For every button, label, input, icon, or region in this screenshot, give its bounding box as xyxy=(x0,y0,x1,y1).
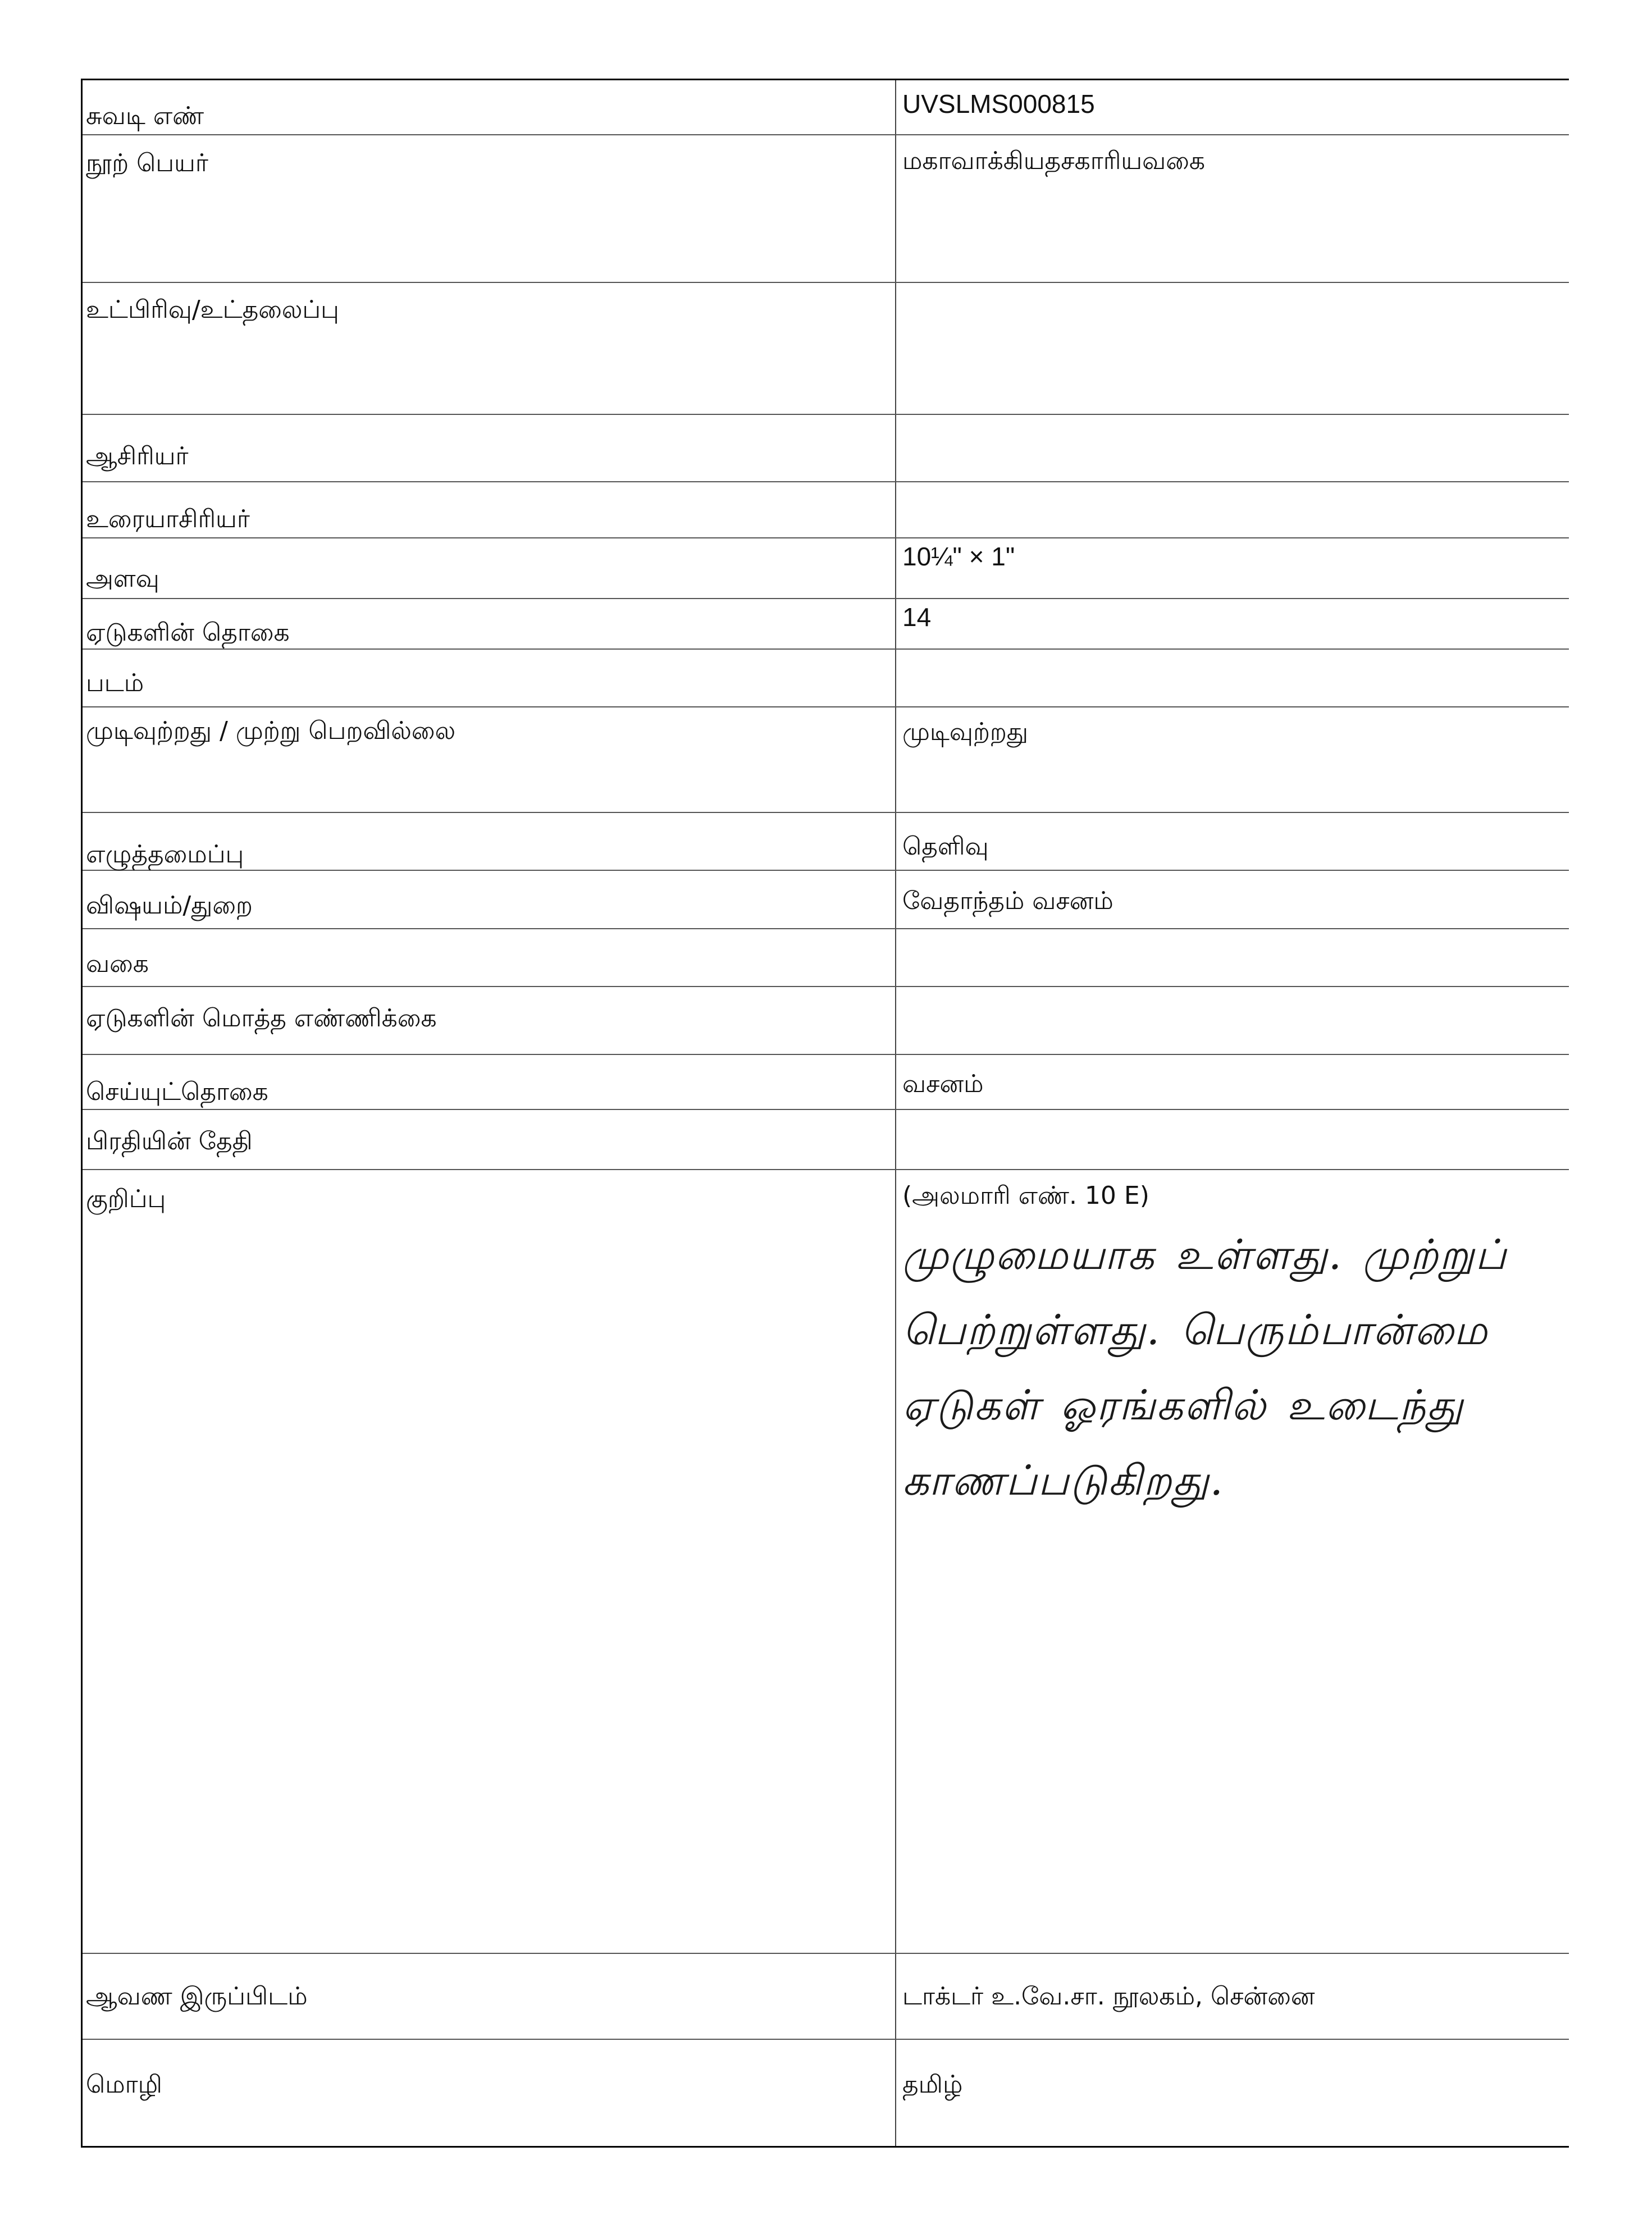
row-remarks xyxy=(83,1170,1569,1954)
label-illustration: படம் xyxy=(86,669,144,697)
label-language: மொழி xyxy=(86,2070,162,2099)
label-subject: விஷயம்/துறை xyxy=(86,891,253,920)
value-shelf-number: (அலமாரி எண். 10 E) xyxy=(902,1181,1149,1210)
value-manuscript-number: UVSLMS000815 xyxy=(902,89,1095,118)
row-book-title xyxy=(83,135,1569,283)
label-author: ஆசிரியர் xyxy=(86,442,189,471)
label-subdivision: உட்பிரிவு/உட்தலைப்பு xyxy=(86,295,339,324)
row-total-leaves xyxy=(83,987,1569,1055)
value-script-quality: தெளிவு xyxy=(902,832,989,861)
label-book-title: நூற் பெயர் xyxy=(86,149,208,177)
manuscript-record-table xyxy=(81,79,1569,2148)
row-script-quality xyxy=(83,813,1569,871)
row-size xyxy=(83,538,1569,599)
label-leaf-count: ஏடுகளின் தொகை xyxy=(86,618,290,647)
row-completion-status xyxy=(83,707,1569,813)
value-subject: வேதாந்தம் வசனம் xyxy=(902,887,1113,915)
row-verse-count xyxy=(83,1055,1569,1110)
row-commentator xyxy=(83,482,1569,538)
row-illustration xyxy=(83,650,1569,707)
row-type xyxy=(83,929,1569,987)
label-verse-count: செய்யுட்தொகை xyxy=(86,1077,268,1106)
label-size: அளவு xyxy=(86,564,159,593)
label-commentator: உரையாசிரியர் xyxy=(86,505,250,533)
value-language: தமிழ் xyxy=(902,2070,963,2099)
label-script-quality: எழுத்தமைப்பு xyxy=(86,840,244,869)
row-language xyxy=(83,2040,1569,2148)
label-repository: ஆவண இருப்பிடம் xyxy=(86,1982,308,2011)
row-manuscript-number xyxy=(83,80,1569,135)
label-total-leaves: ஏடுகளின் மொத்த எண்ணிக்கை xyxy=(86,1004,437,1033)
value-verse-count: வசனம் xyxy=(902,1070,984,1098)
label-type: வகை xyxy=(86,949,149,978)
row-author xyxy=(83,415,1569,482)
label-copy-date: பிரதியின் தேதி xyxy=(86,1127,253,1156)
row-repository xyxy=(83,1954,1569,2040)
row-subject xyxy=(83,871,1569,929)
value-completion-status: முடிவுற்றது xyxy=(902,718,1029,746)
label-completion-status: முடிவுற்றது / முற்று பெறவில்லை xyxy=(86,716,456,745)
row-subdivision xyxy=(83,283,1569,415)
value-book-title: மகாவாக்கியதசகாரியவகை xyxy=(902,147,1205,175)
value-repository: டாக்டர் உ.வே.சா. நூலகம், சென்னை xyxy=(902,1982,1315,2011)
row-copy-date xyxy=(83,1110,1569,1170)
value-size: 10¼" × 1" xyxy=(902,542,1015,571)
label-remarks: குறிப்பு xyxy=(86,1185,166,1213)
row-leaf-count xyxy=(83,599,1569,650)
handwritten-remark: முழுமையாக உள்ளது. முற்றுப் பெற்றுள்ளது. பெரும்பான்மை ஏடுகள் ஓரங்களில் உடைந்து காணப்படுகிறது. xyxy=(902,1231,1508,1505)
label-manuscript-number: சுவடி எண் xyxy=(86,102,204,130)
value-leaf-count: 14 xyxy=(902,602,932,632)
